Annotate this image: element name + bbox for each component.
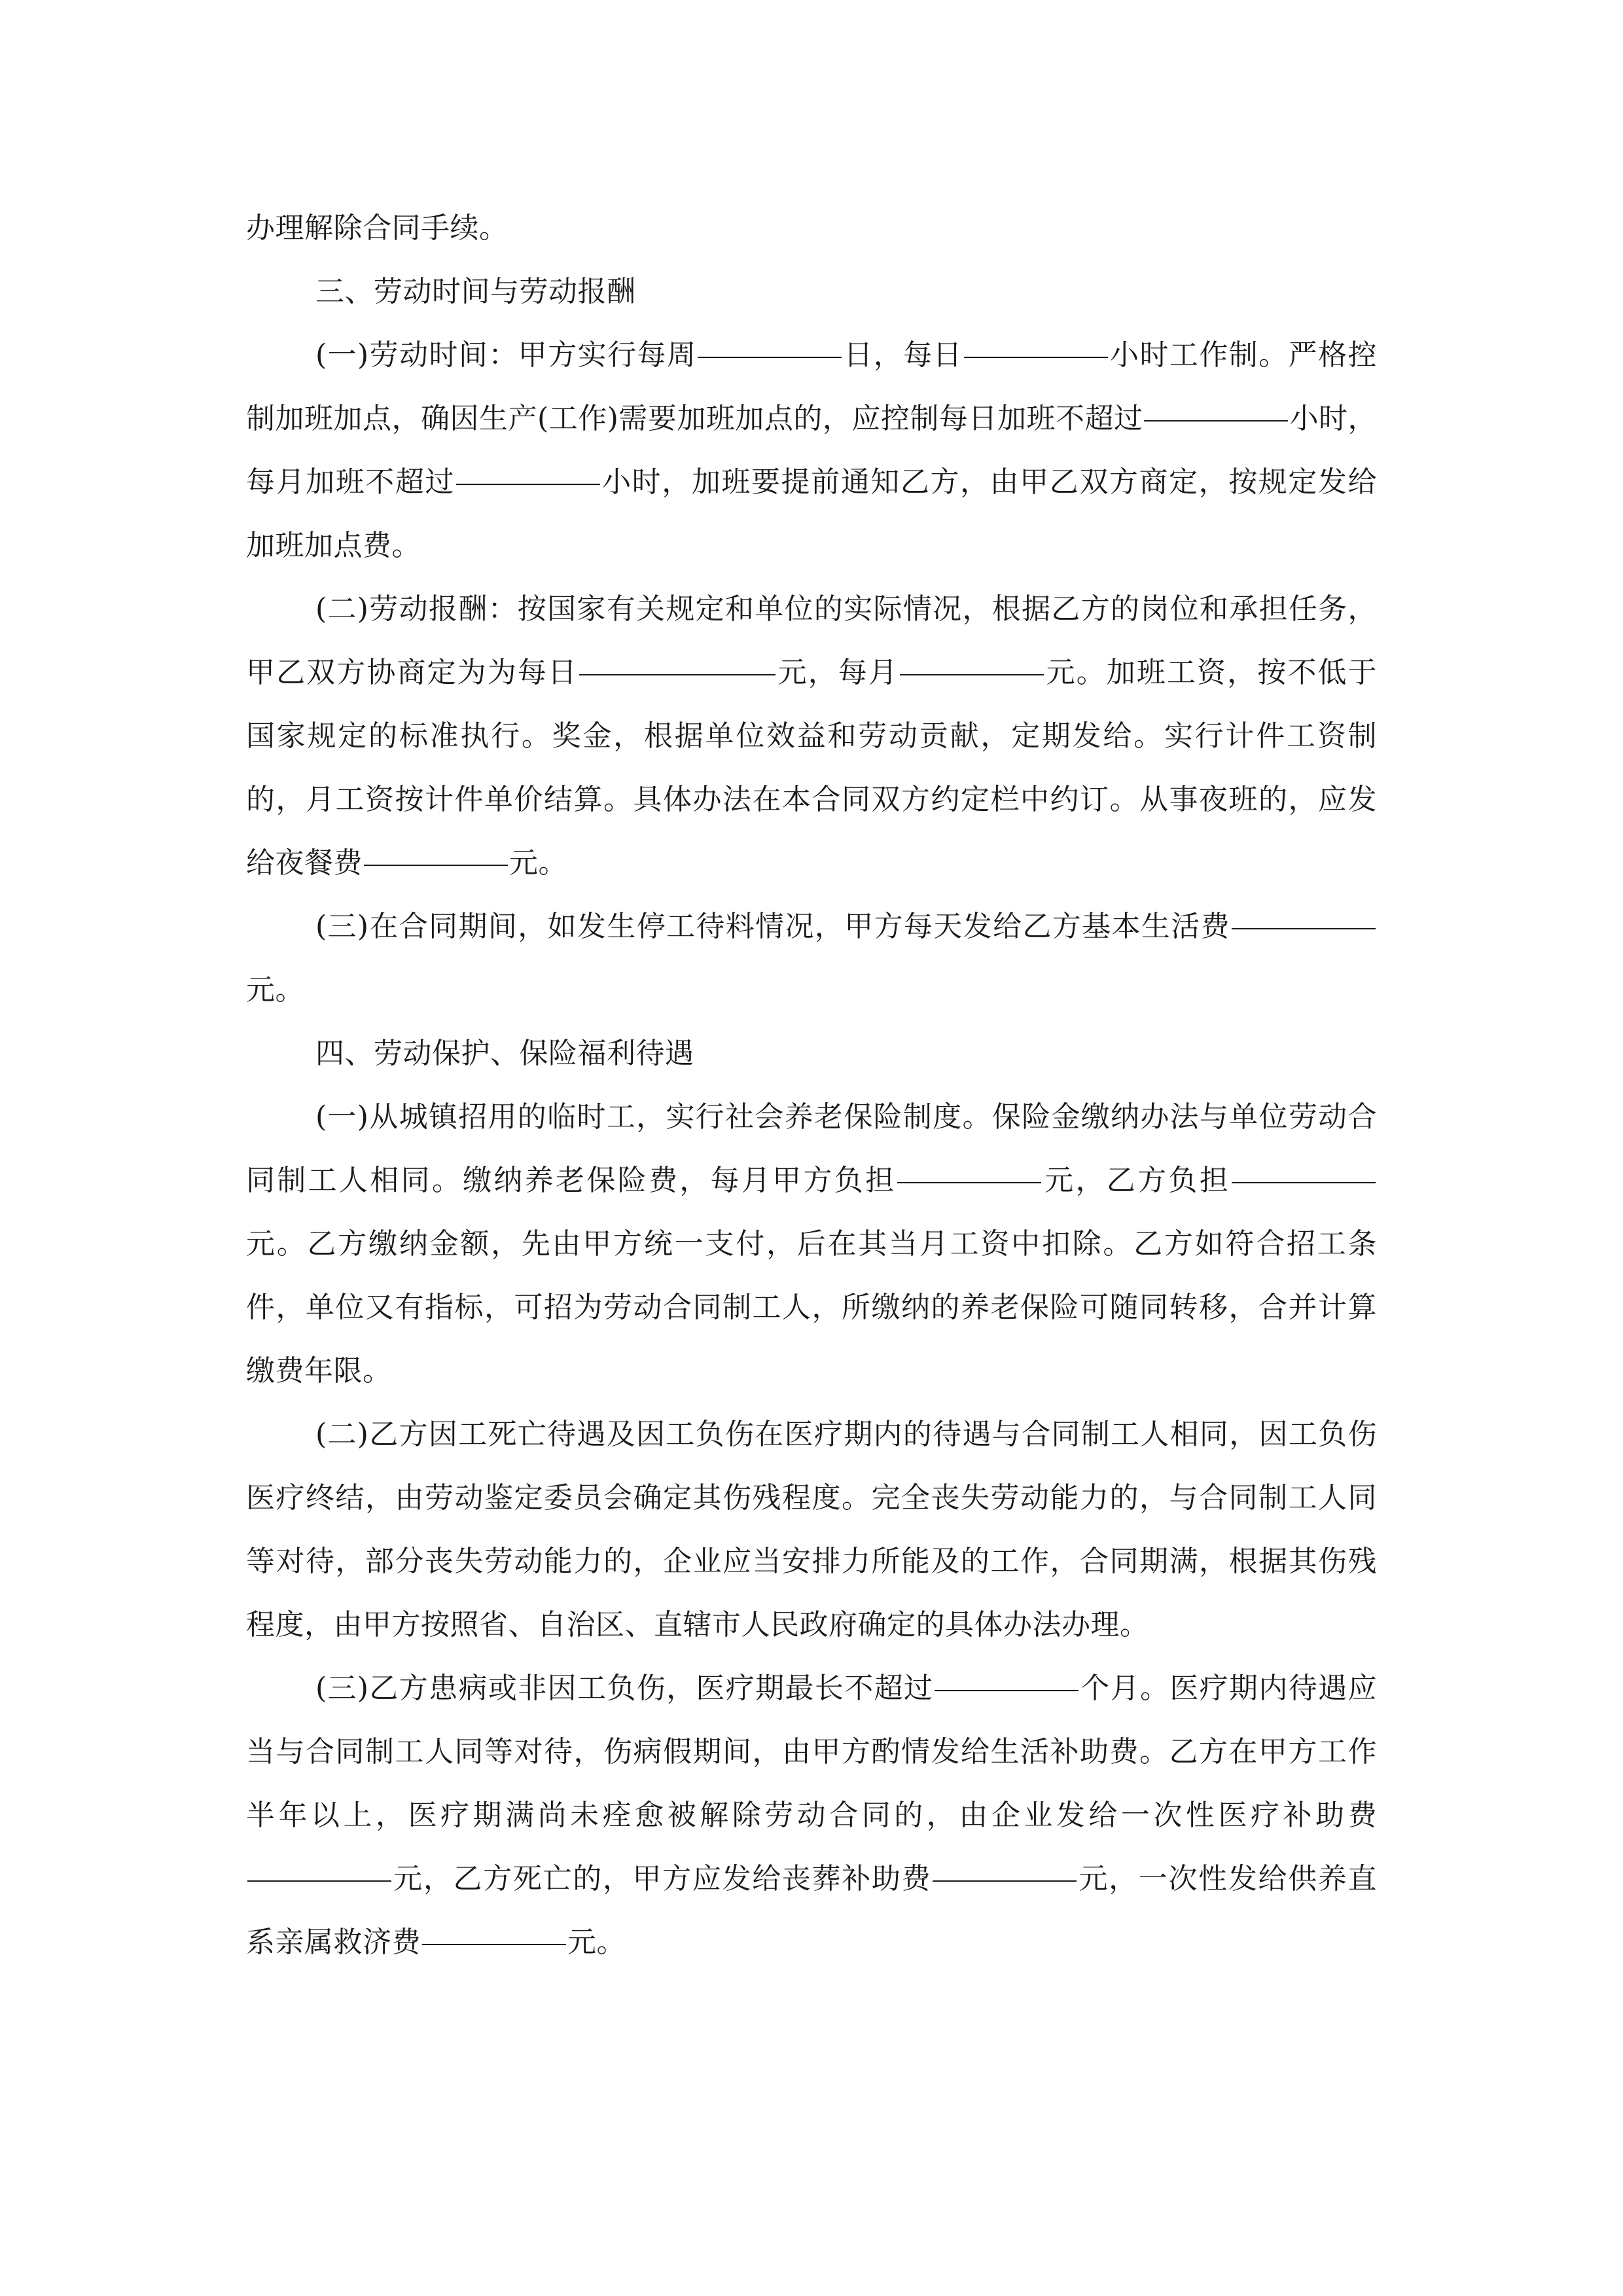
blank-employee-pension-share[interactable] <box>1232 1181 1376 1183</box>
blank-funeral-subsidy[interactable] <box>933 1880 1077 1882</box>
blank-daily-wage[interactable] <box>579 673 776 675</box>
paragraph-illness-medical-period: (三)乙方患病或非因工负伤，医疗期最长不超过 个月。医疗期内待遇应当与合同制工人同等对待，伤病假期间，由甲方酌情发给生活补助费。乙方在甲方工作半年以上，医疗期满尚未痊愈被解除劳动合同的，由企业发给一次性医疗补助费元，乙方死亡的，甲方应发给丧葬补助费 元，一次性发给供养直系亲属救济费 元。 <box>246 1672 1378 1959</box>
paragraph-work-injury: (二)乙方因工死亡待遇及因工负伤在医疗期内的待遇与合同制工人相同，因工负伤医疗终结，由劳动鉴定委员会确定其伤残程度。完全丧失劳动能力的，与合同制工人同等对待，部分丧失劳动能力的，企业应当安排力所能及的工作，合同期满，根据其伤残程度，由甲方按照省、自治区、直辖市人民政府确定的具体办法办理。 <box>246 1418 1377 1641</box>
paragraph-remuneration: (二)劳动报酬：按国家有关规定和单位的实际情况，根据乙方的岗位和承担任务，甲乙双方协商定为为每日 元，每月 元。加班工资，按不低于国家规定的标准执行。奖金，根据单位效益和劳动贡献，定期发给。实行计件工资制的，月工资按计件单价结算。具体办法在本合同双方约定栏中约订。从事夜班的，应发给夜餐费 元。 <box>246 592 1378 880</box>
blank-employer-pension-share[interactable] <box>897 1181 1041 1183</box>
paragraph-working-hours: (一)劳动时间：甲方实行每周 日，每日 小时工作制。严格控制加班加点，确因生产(工作)需要加班加点的，应控制每日加班不超过 小时，每月加班不超过 小时，加班要提前通知乙方，由甲乙双方商定，按规定发给加班加点费。 <box>246 338 1378 562</box>
blank-overtime-hours-daily[interactable] <box>1144 420 1288 422</box>
blank-overtime-hours-monthly[interactable] <box>456 483 600 485</box>
paragraph-termination-procedure: 办理解除合同手续。 <box>246 211 508 245</box>
blank-dependent-relief[interactable] <box>422 1943 566 1945</box>
section-heading-protection-insurance: 四、劳动保护、保险福利待遇 <box>315 1037 694 1070</box>
blank-medical-period-months[interactable] <box>935 1689 1079 1691</box>
paragraph-work-stoppage: (三)在合同期间，如发生停工待料情况，甲方每天发给乙方基本生活费元。 <box>246 895 1377 1022</box>
blank-days-per-week[interactable] <box>698 356 842 358</box>
paragraph-pension-insurance: (一)从城镇招用的临时工，实行社会养老保险制度。保险金缴纳办法与单位劳动合同制工人相同。缴纳养老保险费，每月甲方负担 元，乙方负担元。乙方缴纳金额，先由甲方统一支付，后在其当月工资中扣除。乙方如符合招工条件，单位又有指标，可招为劳动合同制工人，所缴纳的养老保险可随同转移，合并计算缴费年限。 <box>246 1100 1377 1388</box>
contract-page <box>246 196 1377 1974</box>
blank-night-meal-fee[interactable] <box>364 864 508 866</box>
blank-hours-per-day[interactable] <box>964 356 1108 358</box>
blank-medical-subsidy[interactable] <box>247 1880 391 1882</box>
blank-basic-living-allowance[interactable] <box>1232 927 1376 929</box>
section-heading-work-time-pay: 三、劳动时间与劳动报酬 <box>315 275 636 308</box>
blank-monthly-wage[interactable] <box>900 673 1044 675</box>
